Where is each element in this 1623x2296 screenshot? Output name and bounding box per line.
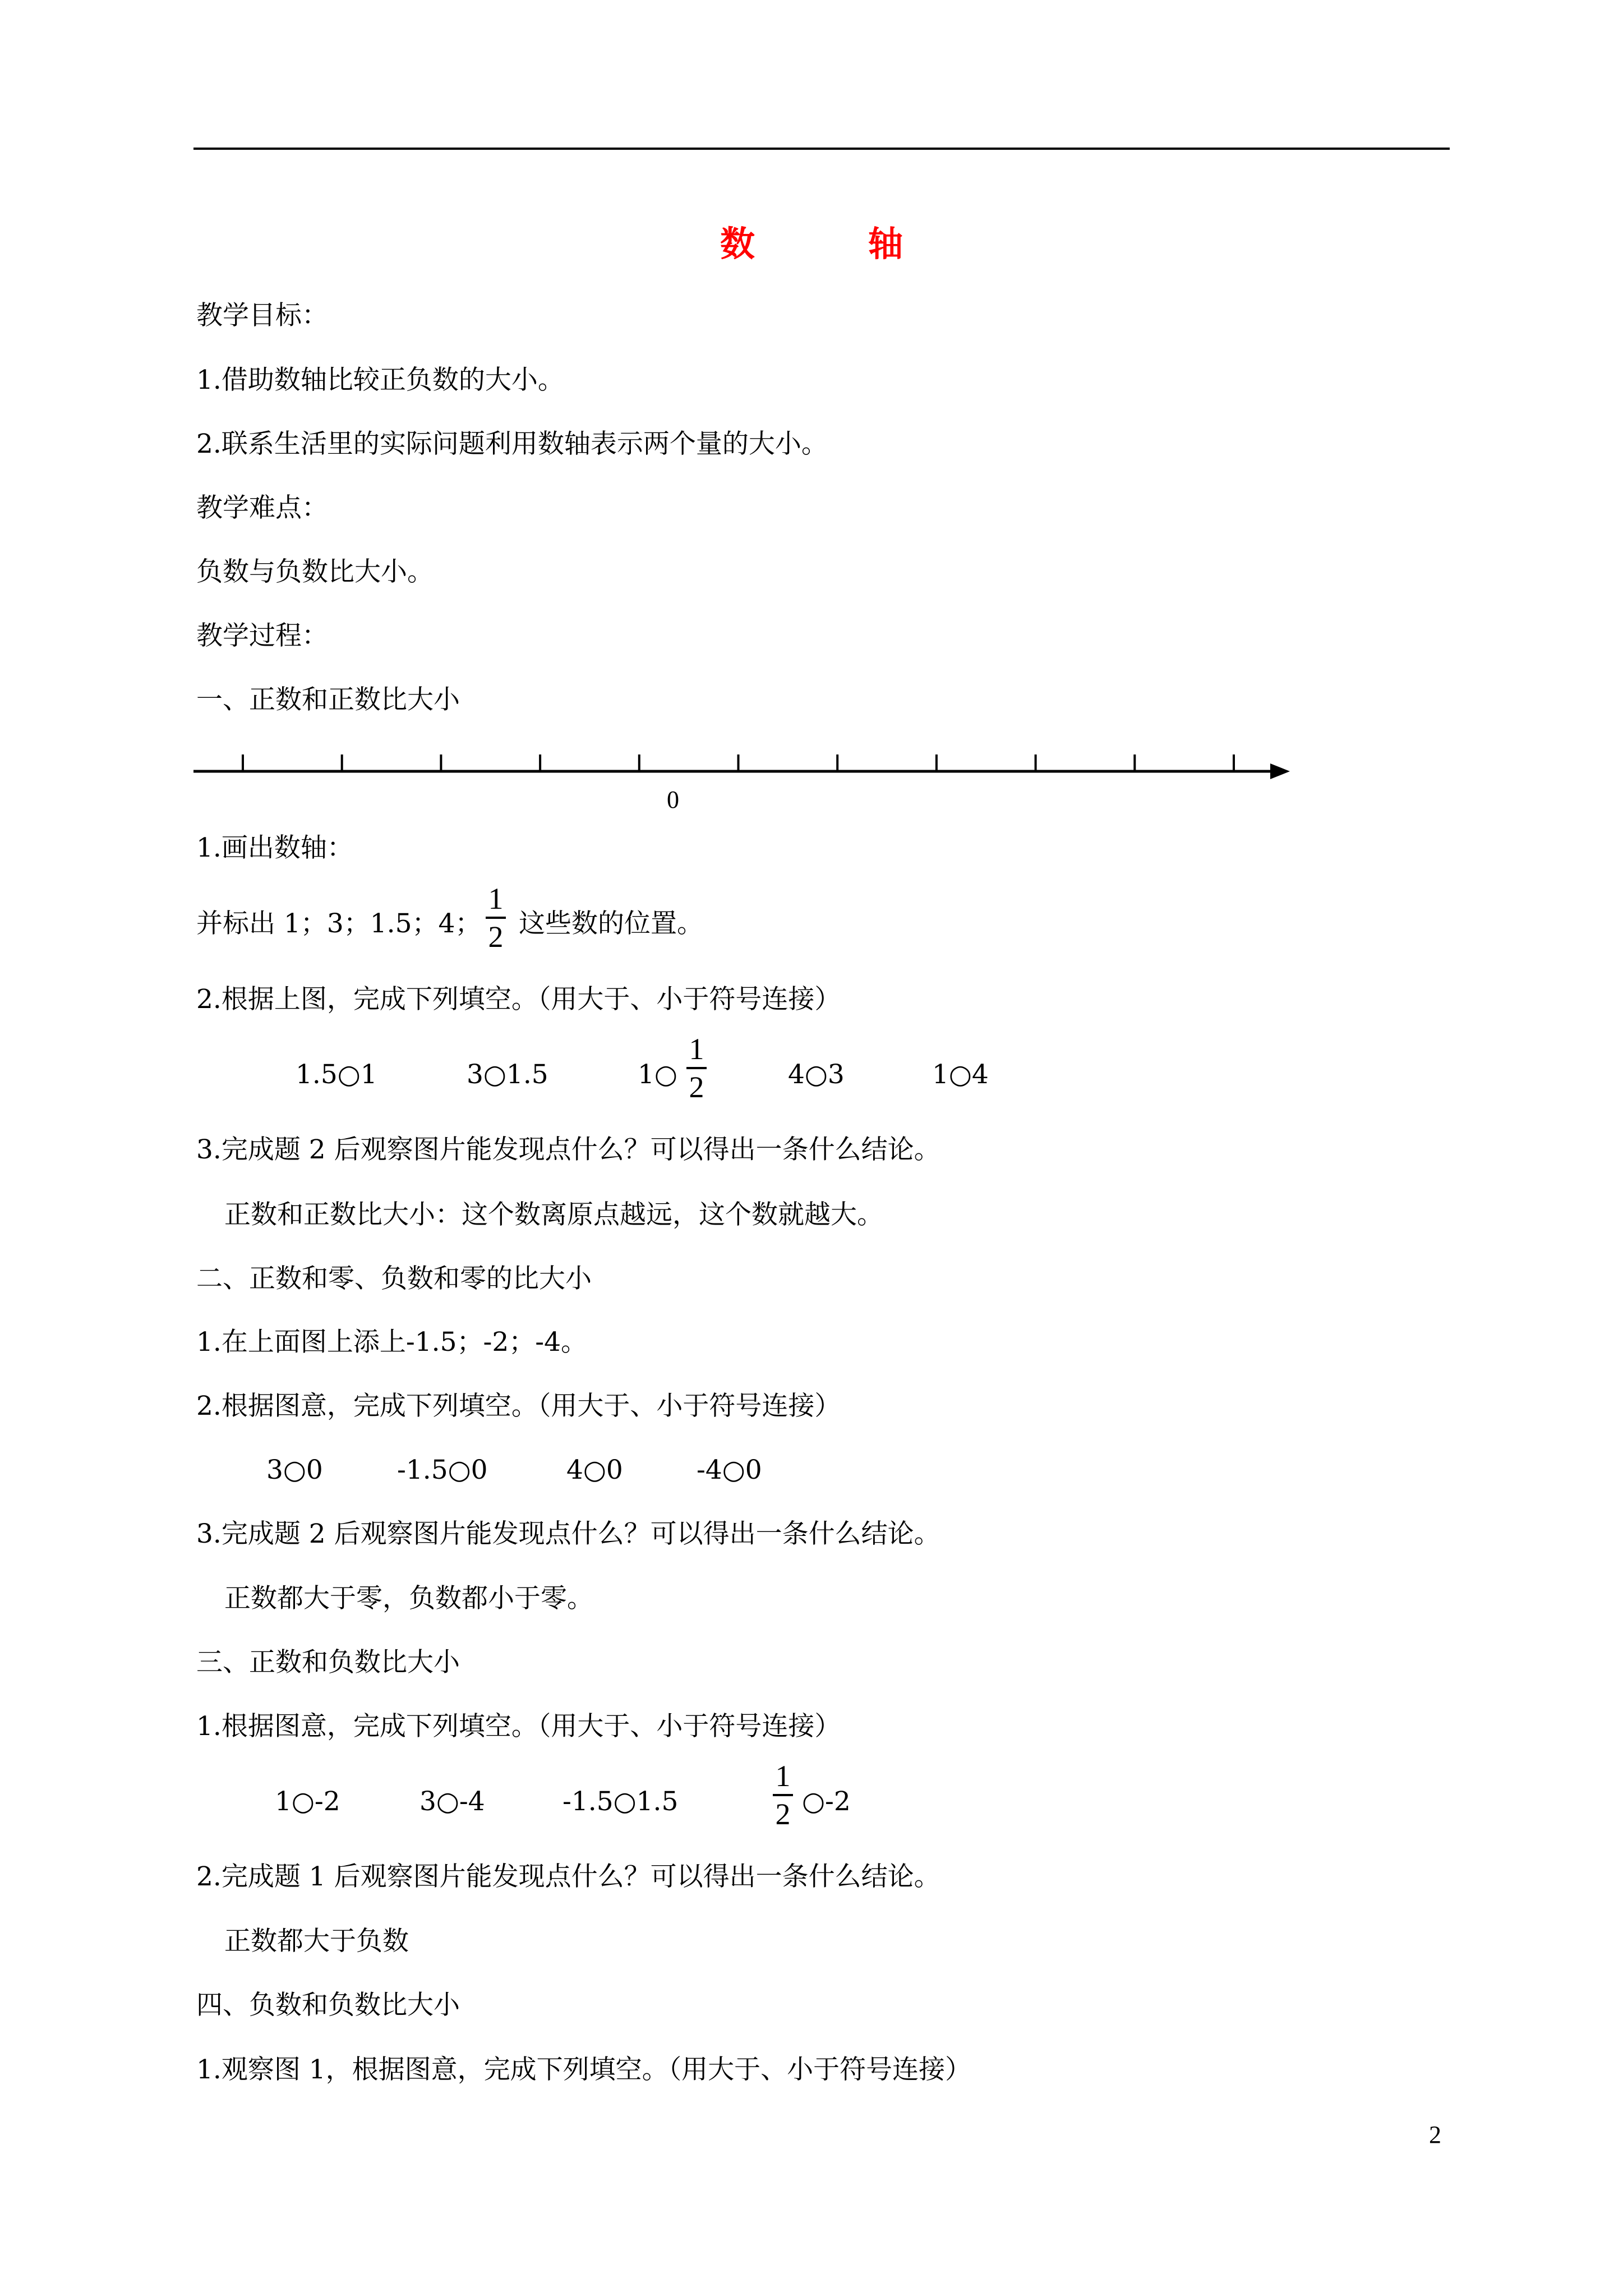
fraction-bar [486, 917, 506, 919]
section-4-heading: 四、负数和负数比大小 [196, 1990, 460, 2021]
goals-heading: 教学目标： [196, 300, 328, 331]
fraction-numerator: 1 [775, 1759, 791, 1793]
s1-mark-prefix: 并标出 1；3；1.5；4； [196, 908, 482, 939]
blank-3-3: -1.5○1.5 [562, 1786, 679, 1817]
s3-q1: 1.根据图意，完成下列填空。（用大于、小于符号连接） [196, 1711, 841, 1742]
blank-1-4: 4○3 [788, 1059, 845, 1090]
difficulty-text: 负数与负数比大小。 [196, 556, 434, 587]
s4-q1: 1.观察图 1，根据图意，完成下列填空。（用大于、小于符号连接） [196, 2054, 972, 2085]
fraction-denominator: 2 [689, 1070, 704, 1104]
blank-1-3: 1○ [638, 1059, 677, 1090]
blank-3-1: 1○-2 [275, 1786, 340, 1817]
goal-1: 1.借助数轴比较正负数的大小。 [196, 365, 564, 395]
blank-3-2: 3○-4 [419, 1786, 485, 1817]
s1-mark-suffix: 这些数的位置。 [519, 908, 703, 939]
blank-2-3: 4○0 [566, 1455, 623, 1485]
blank-1-5: 1○4 [932, 1059, 989, 1090]
blank-2-1: 3○0 [266, 1455, 323, 1485]
s3-q2: 2.完成题 1 后观察图片能发现点什么？可以得出一条什么结论。 [196, 1861, 940, 1892]
process-heading: 教学过程： [196, 620, 328, 651]
blank-2-4: -4○0 [697, 1455, 762, 1485]
number-line [191, 740, 1301, 819]
difficulty-heading: 教学难点： [196, 493, 328, 523]
section-1-heading: 一、正数和正数比大小 [196, 684, 460, 715]
s2-q3: 3.完成题 2 后观察图片能发现点什么？可以得出一条什么结论。 [196, 1519, 940, 1549]
fraction-bar [686, 1067, 707, 1069]
s1-q3: 3.完成题 2 后观察图片能发现点什么？可以得出一条什么结论。 [196, 1134, 940, 1165]
fraction-denominator: 2 [488, 920, 504, 954]
s2-q1: 1.在上面图上添上-1.5；-2；-4。 [196, 1327, 588, 1358]
fraction-numerator: 1 [488, 882, 504, 915]
number-line-arrow [1270, 763, 1290, 779]
fraction-numerator: 1 [689, 1032, 704, 1066]
goal-2: 2.联系生活里的实际问题利用数轴表示两个量的大小。 [196, 429, 828, 459]
origin-label: 0 [667, 786, 679, 813]
blank-1-1: 1.5○1 [296, 1059, 377, 1090]
page-number: 2 [1429, 2121, 1441, 2148]
section-2-heading: 二、正数和零、负数和零的比大小 [196, 1263, 592, 1294]
blank-1-2: 3○1.5 [467, 1059, 548, 1090]
page-title: 数 轴 [720, 223, 942, 264]
s3-conclusion: 正数都大于负数 [224, 1926, 409, 1957]
blank-2-2: -1.5○0 [397, 1455, 488, 1485]
header-rule [193, 148, 1450, 150]
fraction-bar [773, 1794, 793, 1796]
s2-q2: 2.根据图意，完成下列填空。（用大于、小于符号连接） [196, 1391, 841, 1421]
section-3-heading: 三、正数和负数比大小 [196, 1647, 460, 1678]
s1-q2: 2.根据上图，完成下列填空。（用大于、小于符号连接） [196, 984, 841, 1015]
blank-3-4: ○-2 [802, 1786, 851, 1817]
number-line-ticks [243, 754, 1234, 771]
s1-q1: 1.画出数轴： [196, 832, 353, 863]
s1-conclusion: 正数和正数比大小：这个数离原点越远，这个数就越大。 [224, 1199, 883, 1230]
s2-conclusion: 正数都大于零，负数都小于零。 [224, 1583, 593, 1614]
fraction-denominator: 2 [775, 1797, 791, 1831]
